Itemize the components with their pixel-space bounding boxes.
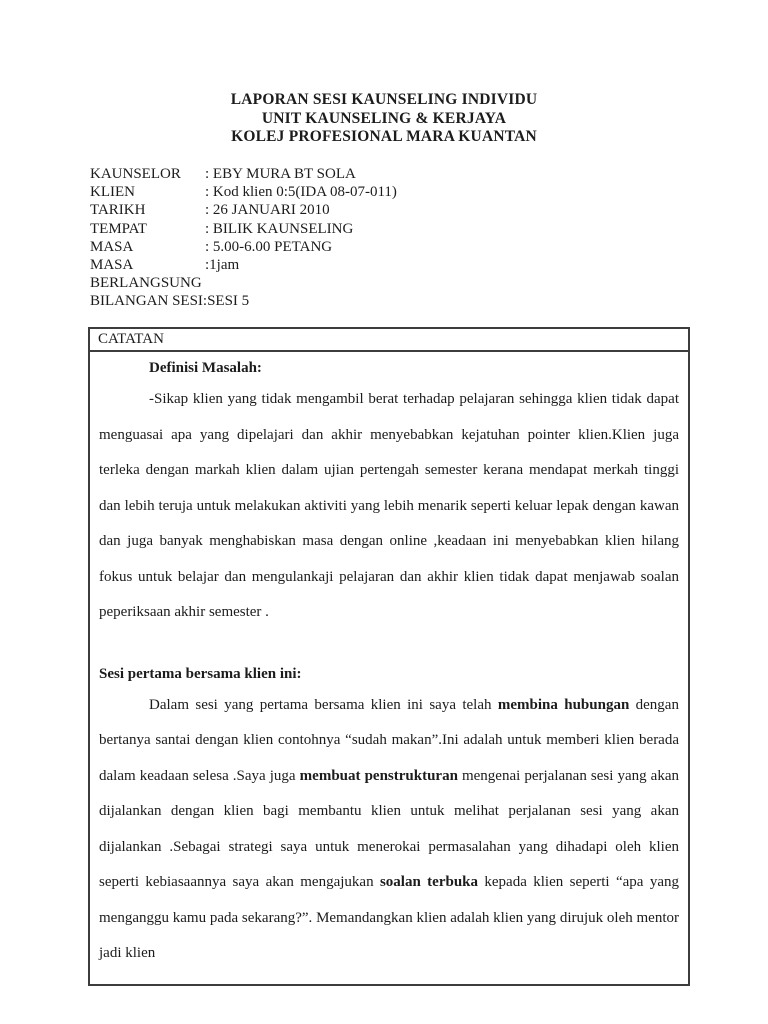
detail-label: KLIEN xyxy=(90,184,135,201)
document-title xyxy=(0,91,768,147)
notes-box xyxy=(88,327,690,986)
detail-row xyxy=(90,165,700,183)
section-paragraph xyxy=(99,688,679,972)
title-line-report: LAPORAN SESI KAUNSELING INDIVIDU xyxy=(230,91,538,108)
detail-label: KAUNSELOR xyxy=(90,166,181,182)
detail-value: : 5.00-6.00 PETANG xyxy=(205,238,333,255)
bold-text-segment: soalan terbuka xyxy=(379,874,479,890)
title-line-college: KOLEJ PROFESIONAL MARA KUANTAN xyxy=(231,128,537,145)
notes-section xyxy=(99,358,679,631)
bold-text-segment: membuat penstrukturan xyxy=(299,767,458,784)
detail-label: MASA BERLANGSUNG xyxy=(90,257,202,292)
detail-value: : BILIK KAUNSELING xyxy=(205,220,354,237)
notes-box-body xyxy=(90,352,688,984)
detail-row xyxy=(90,183,700,201)
session-details xyxy=(90,165,700,311)
detail-row xyxy=(90,220,700,238)
detail-row xyxy=(90,292,700,310)
bold-text-segment: membina hubungan xyxy=(497,696,630,713)
text-segment: mengenai perjalanan sesi yang akan dijalankan dengan klien bagi membantu klien untuk melihat perjalanan sesi yang akan dijalankan .Sebagai strategi saya untuk menerokai permasalahan yang dihadapi oleh klien seperti kebiasaannya saya akan mengajukan xyxy=(99,767,679,890)
section-heading: Definisi Masalah: xyxy=(149,360,262,376)
detail-label: BILANGAN SESI:SESI 5 xyxy=(90,293,250,310)
section-heading: Sesi pertama bersama klien ini: xyxy=(99,665,302,682)
detail-value: : Kod klien 0:5(IDA 08-07-011) xyxy=(205,184,397,201)
detail-label: MASA xyxy=(90,238,134,255)
text-segment: -Sikap klien yang tidak mengambil berat terhadap pelajaran sehingga klien tidak dapat menguasai apa yang dipelajari dan akhir menyebabkan kejatuhan pointer klien.Klien juga terleka dengan markah klien dalam ujian pertengah semester kerana mendapat merkah tinggi dan lebih teruja untuk melakukan aktiviti yang lebih menarik seperti keluar lepak dengan kawan dan juga banyak menghabiskan masa dengan online ,keadaan ini menyebabkan klien hilang fokus untuk belajar dan mengulankaji pelajaran dan akhir klien tidak dapat menjawab soalan peperiksaan akhir semester . xyxy=(99,391,679,620)
detail-value: : 26 JANUARI 2010 xyxy=(205,202,330,219)
text-segment: dengan bertanya santai dengan klien contohnya “sudah makan”.Ini adalah untuk memberi klien berada dalam keadaan selesa .Saya juga xyxy=(99,696,679,784)
detail-row xyxy=(90,256,700,292)
text-segment: Dalam sesi yang pertama bersama klien ini saya telah xyxy=(149,696,498,713)
notes-section xyxy=(99,664,679,972)
notes-box-header: CATATAN xyxy=(90,329,688,352)
text-segment: kepada klien seperti “apa yang menganggu kamu pada sekarang?”. Memandangkan klien adalah klien yang dirujuk oleh mentor jadi klien xyxy=(99,874,679,961)
detail-row xyxy=(90,201,700,219)
detail-row xyxy=(90,238,700,256)
detail-label: TARIKH xyxy=(90,202,146,219)
section-paragraph xyxy=(99,382,679,631)
detail-value: : EBY MURA BT SOLA xyxy=(205,166,356,182)
detail-value: :1jam xyxy=(205,257,240,274)
title-line-unit: UNIT KAUNSELING & KERJAYA xyxy=(261,109,507,127)
detail-label: TEMPAT xyxy=(90,220,147,237)
